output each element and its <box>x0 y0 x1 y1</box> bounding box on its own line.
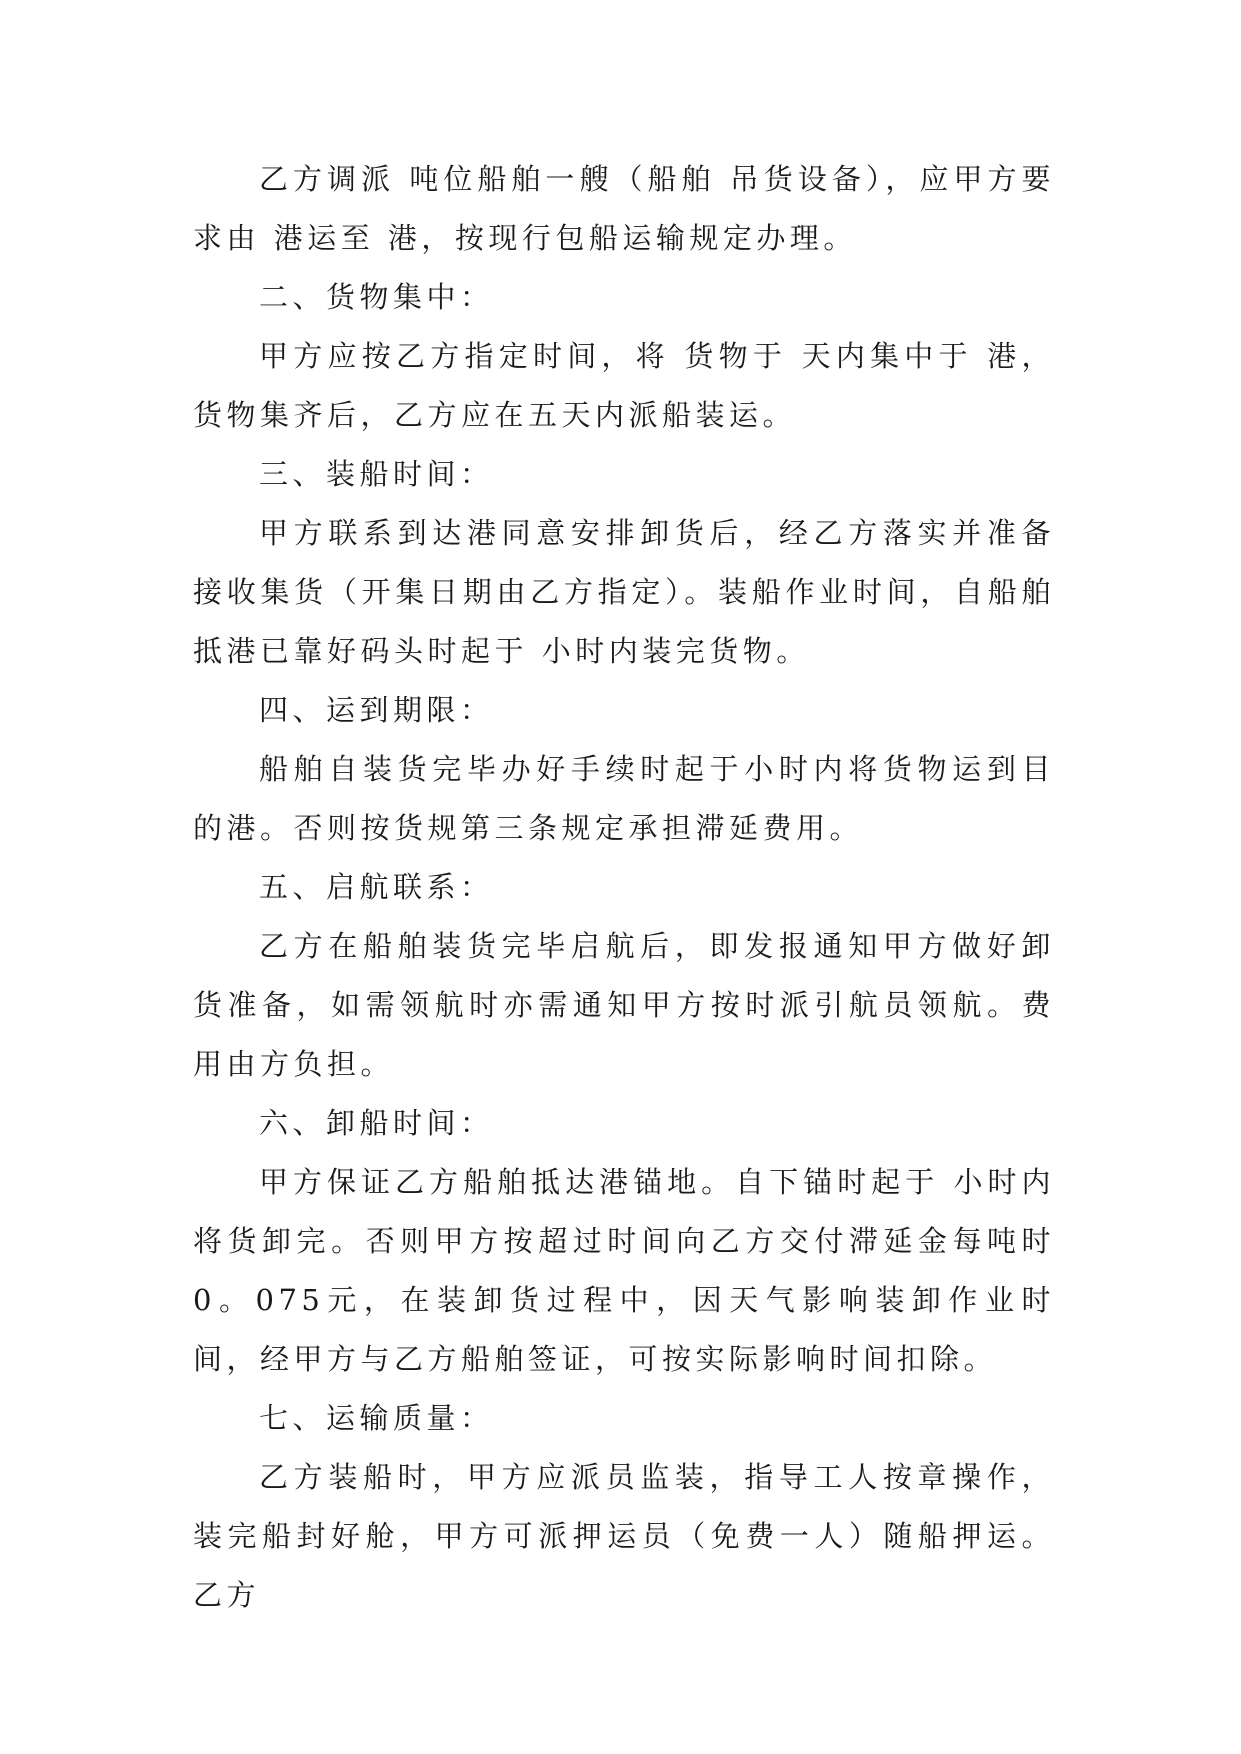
section-heading-cargo-gathering: 二、货物集中： <box>259 280 494 314</box>
section-heading-transport-quality: 七、运输质量： <box>259 1401 494 1435</box>
section-heading-delivery-deadline: 四、运到期限： <box>259 693 494 727</box>
paragraph-delivery-deadline: 船舶自装货完毕办好手续时起于小时内将货物运到目的港。否则按货规第三条规定承担滞延费用。 <box>193 752 1055 845</box>
paragraph-cargo-gathering: 甲方应按乙方指定时间，将 货物于 天内集中于 港，货物集齐后，乙方应在五天内派船装运。 <box>193 339 1055 432</box>
paragraph-loading-time: 甲方联系到达港同意安排卸货后，经乙方落实并准备接收集货（开集日期由乙方指定）。装船作业时间，自船舶抵港已靠好码头时起于 小时内装完货物。 <box>193 516 1055 668</box>
section-heading-unloading-time: 六、卸船时间： <box>259 1106 494 1140</box>
section-heading-loading-time: 三、装船时间： <box>259 457 494 491</box>
paragraph-departure-contact: 乙方在船舶装货完毕启航后，即发报通知甲方做好卸货准备，如需领航时亦需通知甲方按时派引航员领航。费用由方负担。 <box>193 929 1055 1081</box>
paragraph-charter-vessel: 乙方调派 吨位船舶一艘（船舶 吊货设备），应甲方要求由 港运至 港，按现行包船运输规定办理。 <box>193 162 1055 255</box>
document-page <box>193 150 1055 1625</box>
paragraph-transport-quality: 乙方装船时，甲方应派员监装，指导工人按章操作，装完船封好舱，甲方可派押运员（免费一人）随船押运。乙方 <box>193 1460 1055 1612</box>
section-heading-departure-contact: 五、启航联系： <box>259 870 494 904</box>
paragraph-unloading-time: 甲方保证乙方船舶抵达港锚地。自下锚时起于 小时内将货卸完。否则甲方按超过时间向乙方交付滞延金每吨时0。075元，在装卸货过程中，因天气影响装卸作业时间，经甲方与乙方船舶签证，可按实际影响时间扣除。 <box>193 1165 1055 1376</box>
